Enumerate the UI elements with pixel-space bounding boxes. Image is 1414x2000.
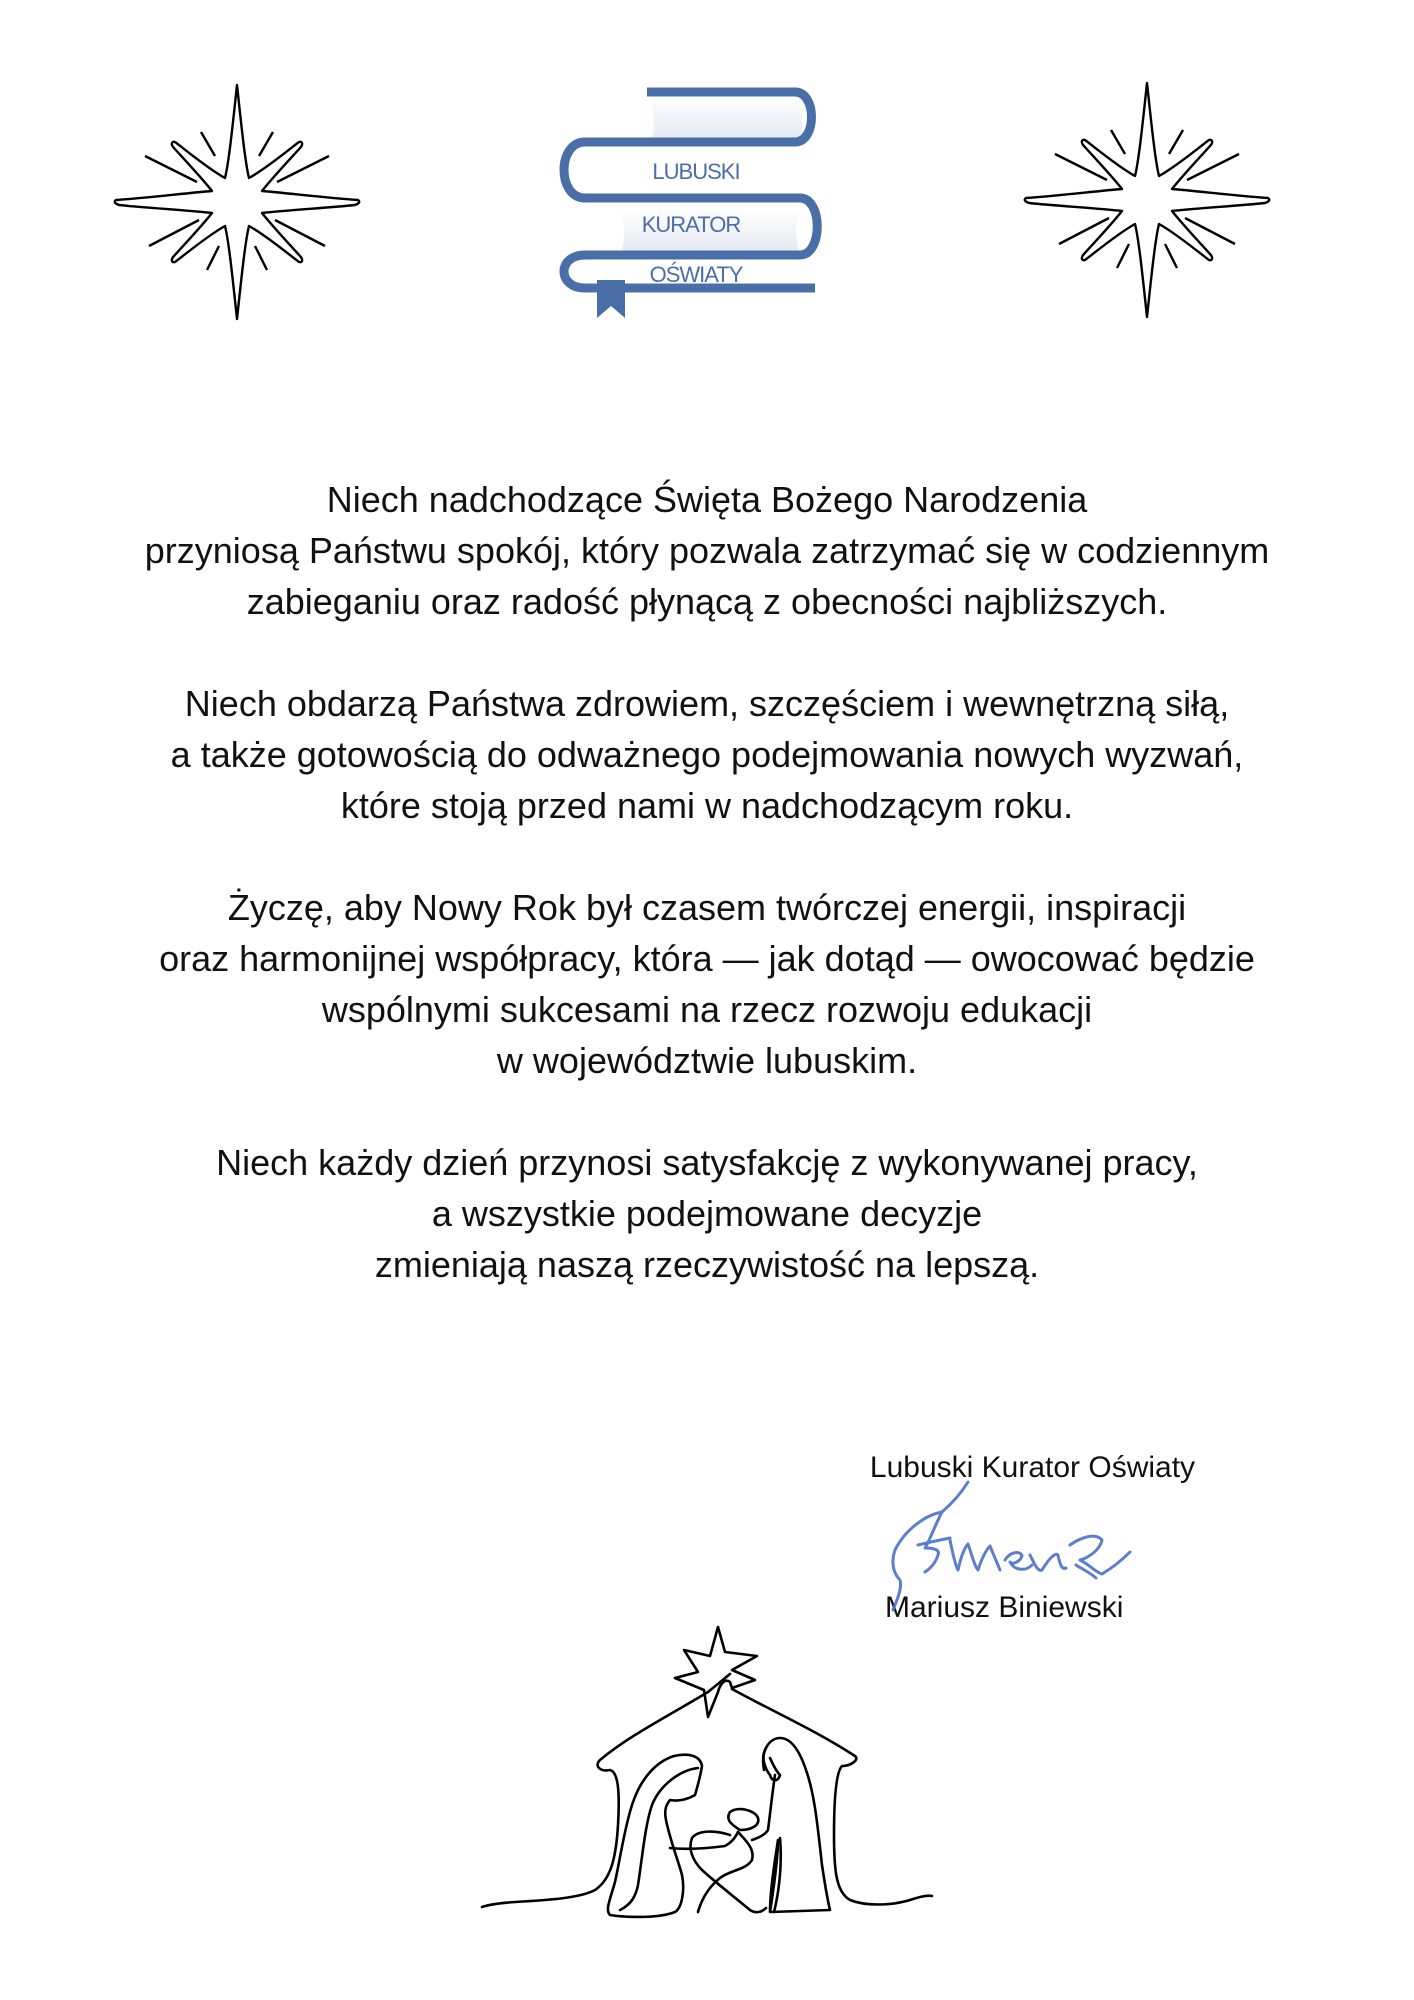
text-line: zabieganiu oraz radość płynącą z obecności najbliższych. — [246, 581, 1168, 622]
text-line: Niech nadchodzące Święta Bożego Narodzenia — [326, 479, 1088, 520]
text-line: a także gotowością do odważnego podejmowania nowych wyzwań, — [170, 734, 1244, 775]
logo-line-1: LUBUSKI — [652, 159, 740, 184]
text-line: Niech obdarzą Państwa zdrowiem, szczęściem i wewnętrzną siłą, — [184, 683, 1230, 724]
star-icon — [1017, 70, 1277, 330]
paragraph-2 — [0, 678, 1414, 831]
text-line: Niech każdy dzień przynosi satysfakcję z wykonywanej pracy, — [216, 1142, 1198, 1183]
text-line: oraz harmonijnej współpracy, która — jak dotąd — owocować będzie — [159, 938, 1255, 979]
star-icon — [107, 72, 367, 332]
signatory-title: Lubuski Kurator Oświaty — [869, 1451, 1196, 1484]
logo-line-2: KURATOR — [641, 212, 741, 237]
signatory-name: Mariusz Biniewski — [885, 1591, 1124, 1624]
nativity-scene-icon — [470, 1620, 970, 1940]
text-line: przyniosą Państwu spokój, który pozwala zatrzymać się w codziennym — [144, 530, 1270, 571]
text-line: wspólnymi sukcesami na rzecz rozwoju edukacji — [321, 989, 1093, 1030]
text-line: Życzę, aby Nowy Rok był czasem twórczej energii, inspiracji — [227, 887, 1187, 928]
lubuski-kurator-oswiaty-logo — [555, 80, 825, 325]
text-line: zmieniają naszą rzeczywistość na lepszą. — [374, 1244, 1040, 1285]
greeting-letter-body — [0, 474, 1414, 1341]
handwritten-signature — [880, 1470, 1140, 1620]
text-line: w województwie lubuskim. — [496, 1040, 918, 1081]
logo-line-3: OŚWIATY — [649, 262, 743, 287]
text-line: które stoją przed nami w nadchodzącym roku. — [340, 785, 1074, 826]
paragraph-3 — [0, 882, 1414, 1086]
paragraph-1 — [0, 474, 1414, 627]
paragraph-4 — [0, 1137, 1414, 1290]
text-line: a wszystkie podejmowane decyzje — [431, 1193, 983, 1234]
